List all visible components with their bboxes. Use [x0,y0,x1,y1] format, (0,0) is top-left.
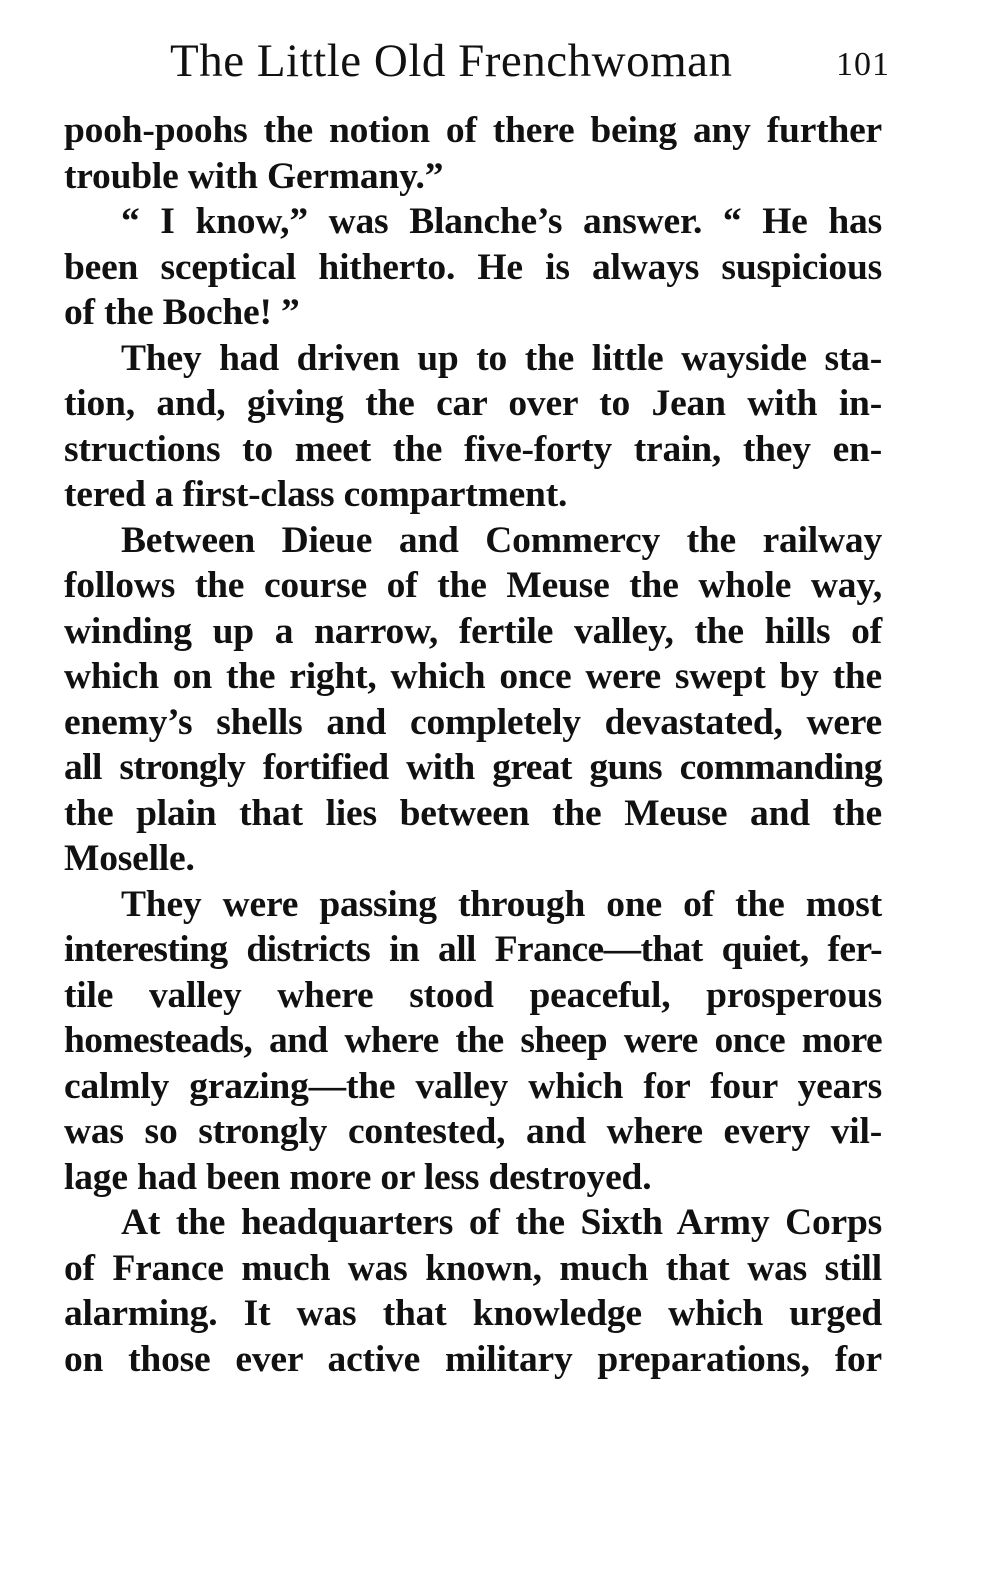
text-line: Between Dieue and Commercy the railway [121,519,882,561]
text-line: They had driven up to the little wayside sta- [121,337,882,379]
paragraph [64,336,882,518]
text-line: tile valley where stood peaceful, prosperous [64,974,882,1016]
text-line: calmly grazing—the valley which for four years [64,1065,882,1107]
text-line: “ I know,” was Blanche’s answer. “ He has [121,201,882,242]
paragraph [64,108,882,199]
text-line: enemy’s shells and completely devastated, were [64,701,882,743]
text-line: interesting districts in all France—that quiet, fer- [64,929,882,970]
text-line: Moselle. [64,838,195,879]
page-number: 101 [836,46,890,83]
text-line: pooh-poohs the notion of there being any further [64,110,882,151]
running-head [170,30,890,100]
text-line: of the Boche! ” [64,292,300,333]
paragraph [64,882,882,1201]
running-title: The Little Old Frenchwoman [170,35,733,87]
text-line: winding up a narrow, fertile valley, the hills of [64,610,882,652]
body-text [64,108,882,1382]
text-line: was so strongly contested, and where every vil- [64,1111,882,1152]
text-line: tered a first-class compartment. [64,474,568,515]
text-line: lage had been more or less destroyed. [64,1156,652,1198]
paragraph [64,1200,882,1382]
text-line: They were passing through one of the most [121,883,882,925]
text-line: trouble with Germany.” [64,155,444,197]
text-line: on those ever active military preparations, for [64,1338,882,1380]
text-line: follows the course of the Meuse the whole way, [64,565,882,606]
text-line: the plain that lies between the Meuse and the [64,792,882,834]
paragraph [64,518,882,882]
text-line: At the headquarters of the Sixth Army Corps [121,1202,882,1243]
text-line: which on the right, which once were swept by the [64,656,882,697]
text-line: all strongly fortified with great guns commanding [64,747,882,788]
text-line: of France much was known, much that was still [64,1247,882,1289]
text-line: been sceptical hitherto. He is always suspicious [64,246,882,288]
text-line: tion, and, giving the car over to Jean with in- [64,383,882,424]
paragraph [64,199,882,336]
text-line: homesteads, and where the sheep were once more [64,1020,882,1061]
text-line: alarming. It was that knowledge which urged [64,1293,882,1334]
text-line: structions to meet the five-forty train, they en- [64,428,882,470]
